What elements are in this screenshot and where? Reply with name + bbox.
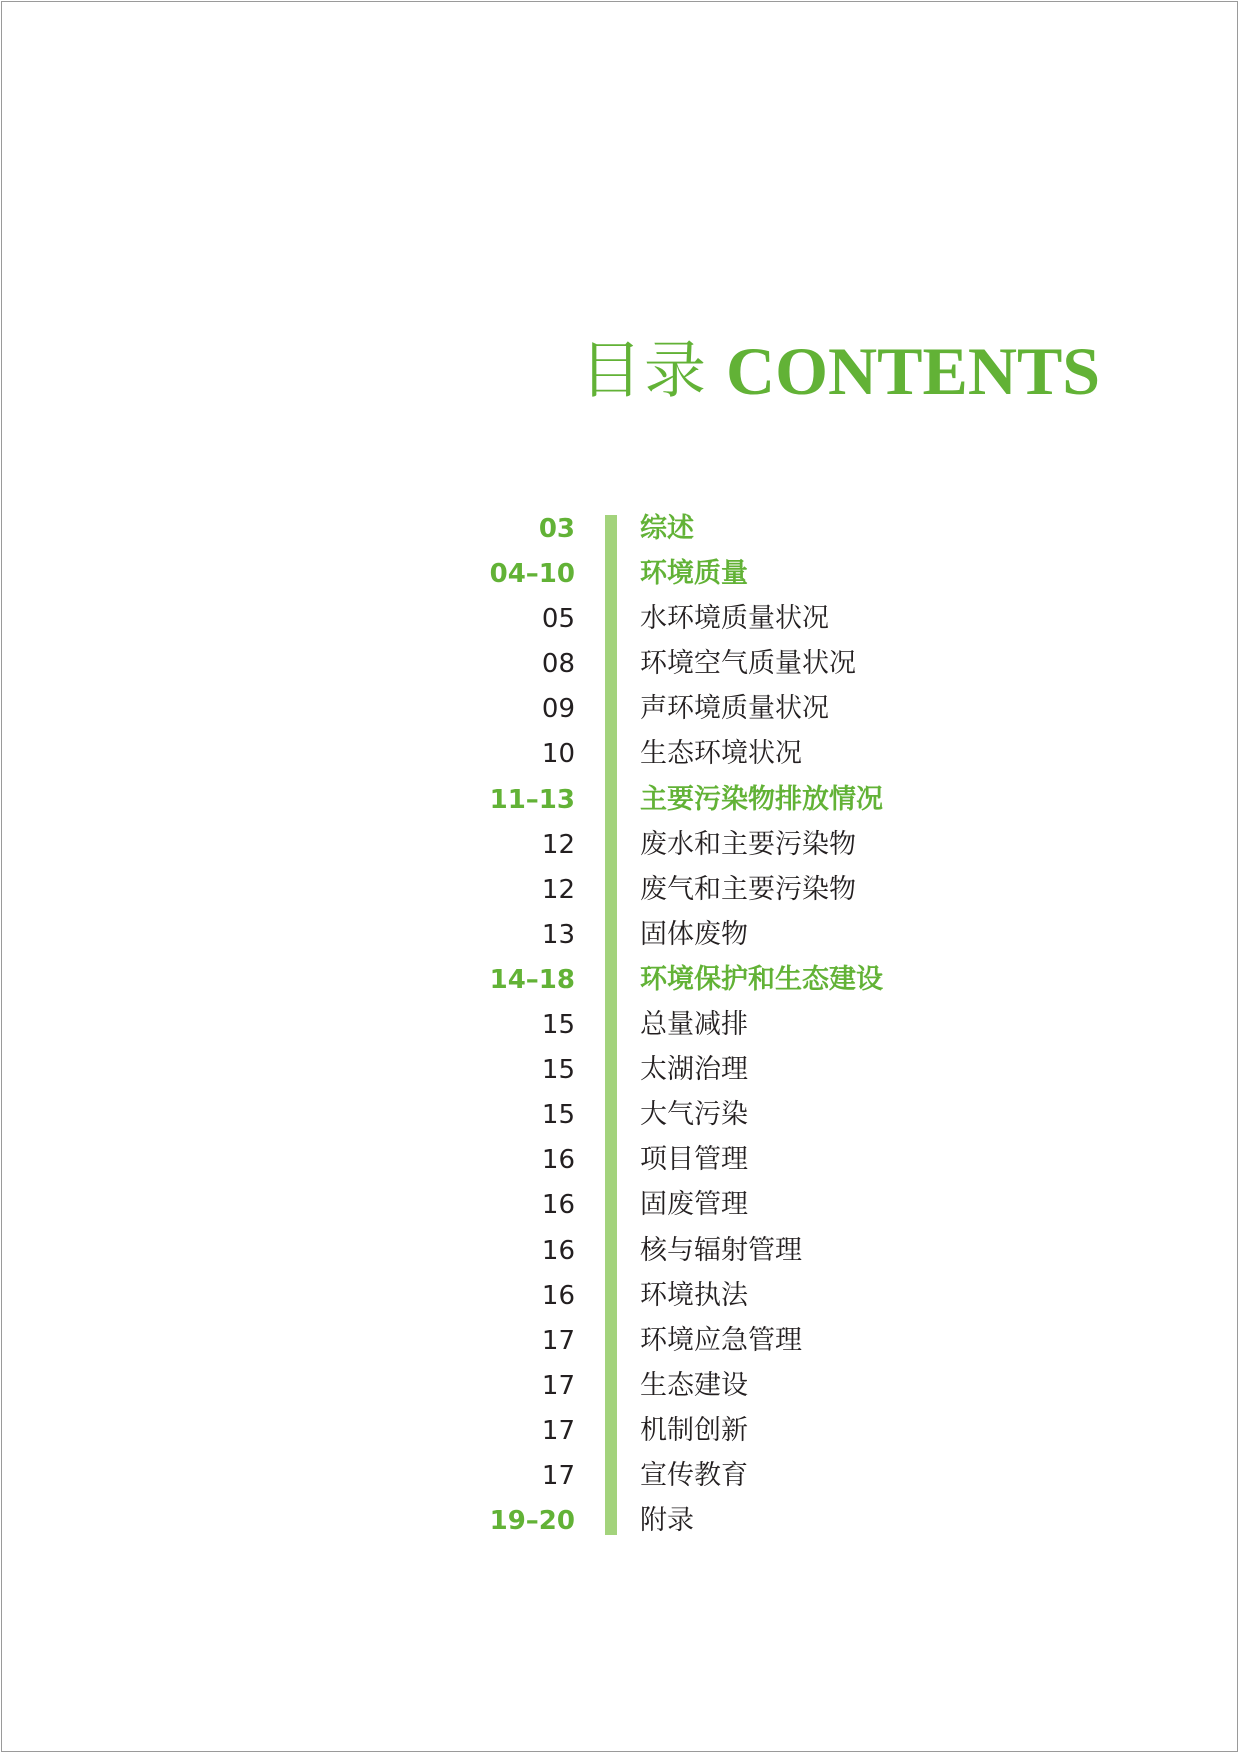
toc-page-number: 16: [541, 1190, 575, 1221]
toc-entry-title: 总量减排: [640, 1009, 748, 1041]
table-of-contents: [0, 507, 1241, 1544]
toc-entry[interactable]: [0, 1093, 1241, 1138]
toc-page-number: 16: [541, 1280, 575, 1311]
toc-page-number: 15: [541, 1055, 575, 1086]
toc-entry-title: 主要污染物排放情况: [640, 783, 883, 815]
toc-page-number: 15: [541, 1010, 575, 1041]
toc-page-number: 19–20: [489, 1506, 575, 1537]
toc-entry-title: 综述: [640, 513, 694, 544]
toc-entry-title: 水环境质量状况: [640, 603, 829, 635]
toc-page-number: 08: [541, 649, 575, 680]
toc-page-number: 11–13: [489, 784, 575, 815]
toc-page-number: 16: [541, 1145, 575, 1176]
toc-entry-title: 声环境质量状况: [640, 693, 829, 725]
toc-entry[interactable]: [0, 687, 1241, 732]
toc-entry[interactable]: [0, 1454, 1241, 1499]
toc-entry-title: 宣传教育: [640, 1459, 748, 1491]
toc-page-number: 17: [541, 1325, 575, 1356]
toc-entry-title: 废水和主要污染物: [640, 828, 856, 860]
toc-entry[interactable]: [0, 732, 1241, 777]
toc-entry-title: 固体废物: [640, 918, 748, 950]
toc-entry-title: 核与辐射管理: [640, 1234, 802, 1266]
toc-page-number: 10: [541, 739, 575, 770]
toc-entry-title: 环境质量: [640, 558, 748, 590]
toc-page-number: 17: [541, 1370, 575, 1401]
toc-page-number: 12: [541, 829, 575, 860]
toc-entry[interactable]: [0, 642, 1241, 687]
toc-entry[interactable]: [0, 552, 1241, 597]
title-english: CONTENTS: [726, 332, 1101, 409]
toc-entry[interactable]: [0, 1003, 1241, 1048]
toc-page-number: 16: [541, 1235, 575, 1266]
toc-entry-title: 环境空气质量状况: [640, 648, 856, 680]
toc-entry[interactable]: [0, 1319, 1241, 1364]
toc-entry[interactable]: [0, 823, 1241, 868]
toc-entry[interactable]: [0, 1183, 1241, 1228]
toc-entry-title: 环境执法: [640, 1279, 748, 1311]
toc-page-number: 17: [541, 1415, 575, 1446]
toc-page-number: 03: [538, 514, 575, 544]
toc-entry[interactable]: [0, 1499, 1241, 1544]
toc-entry-title: 项目管理: [640, 1144, 748, 1176]
toc-entry[interactable]: [0, 913, 1241, 958]
toc-entry[interactable]: [0, 1229, 1241, 1274]
toc-entry[interactable]: [0, 507, 1241, 552]
toc-entry-title: 环境保护和生态建设: [640, 963, 883, 995]
toc-entry[interactable]: [0, 1138, 1241, 1183]
toc-entry[interactable]: [0, 1048, 1241, 1093]
toc-entry[interactable]: [0, 1274, 1241, 1319]
toc-entry-title: 附录: [640, 1505, 694, 1537]
toc-page-number: 13: [541, 919, 575, 950]
toc-entry[interactable]: [0, 958, 1241, 1003]
toc-entry[interactable]: [0, 1364, 1241, 1409]
toc-entry-title: 生态建设: [640, 1369, 748, 1401]
toc-entry[interactable]: [0, 1409, 1241, 1454]
toc-entry-title: 机制创新: [640, 1414, 748, 1446]
toc-entry-title: 大气污染: [640, 1099, 748, 1131]
title-chinese: 目录: [580, 333, 709, 407]
toc-page-number: 17: [541, 1460, 575, 1491]
toc-page-number: 14–18: [489, 964, 575, 995]
toc-entry[interactable]: [0, 597, 1241, 642]
toc-entry-title: 废气和主要污染物: [640, 873, 856, 905]
toc-entry-title: 太湖治理: [640, 1054, 748, 1086]
toc-entry-title: 环境应急管理: [640, 1324, 802, 1356]
toc-page-number: 05: [541, 604, 575, 635]
toc-entry[interactable]: [0, 868, 1241, 913]
contents-title: [580, 330, 1100, 410]
toc-page-number: 12: [541, 874, 575, 905]
toc-page-number: 09: [541, 694, 575, 725]
toc-page-number: 04–10: [489, 559, 575, 590]
toc-entry-title: 生态环境状况: [640, 738, 802, 770]
toc-page-number: 15: [541, 1100, 575, 1131]
toc-entry-title: 固废管理: [640, 1189, 748, 1221]
toc-entry[interactable]: [0, 778, 1241, 823]
